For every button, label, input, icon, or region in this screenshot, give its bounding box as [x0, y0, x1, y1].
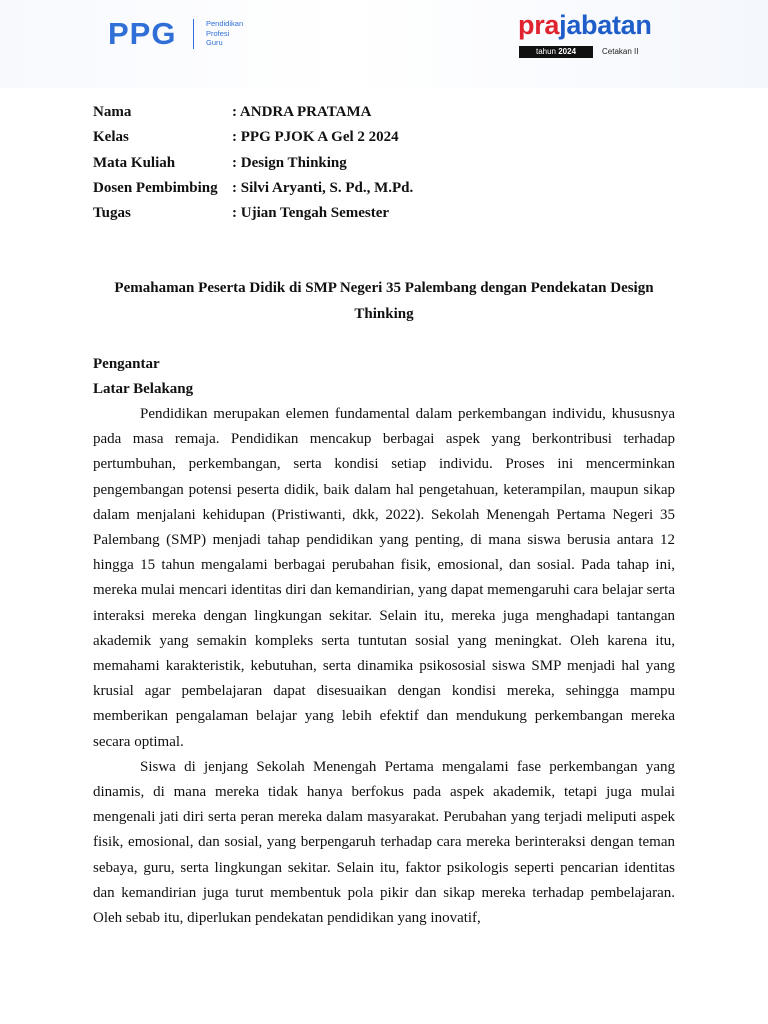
info-value: : Design Thinking: [232, 154, 347, 171]
header-banner: [0, 0, 768, 88]
ppg-logo: PPG: [108, 16, 177, 51]
info-value: : Silvi Aryanti, S. Pd., M.Pd.: [232, 179, 414, 196]
info-label: Tugas: [93, 205, 131, 222]
ppg-subtitle: [206, 19, 243, 48]
section-heading: Pengantar: [93, 356, 160, 372]
info-value: : ANDRA PRATAMA: [232, 104, 372, 120]
tahun-label: tahun: [535, 47, 556, 56]
info-label: Nama: [93, 104, 132, 120]
tahun-badge: [519, 46, 593, 58]
tahun-value: 2024: [558, 47, 577, 56]
cetakan-label: Cetakan II: [602, 47, 639, 56]
prajabatan-logo: [518, 8, 652, 42]
ppg-subtitle-line: Pendidikan: [206, 19, 244, 28]
brand-part-red: pra: [518, 10, 560, 40]
info-label: Kelas: [93, 129, 129, 146]
info-value: : PPG PJOK A Gel 2 2024: [232, 129, 399, 146]
subsection-heading: Latar Belakang: [93, 381, 194, 397]
body-text: [93, 402, 675, 931]
info-label: Mata Kuliah: [93, 154, 176, 171]
info-label: Dosen Pembimbing: [93, 179, 218, 196]
ppg-subtitle-line: Guru: [206, 38, 223, 47]
paragraph: Pendidikan merupakan elemen fundamental dalam perkembangan individu, khususnya pada masa remaja. Pendidikan mencakup berbagai aspek yang berkontribusi terhadap pertumbuhan, perkembangan, serta kondisi setiap individu. Proses ini mencerminkan pengembangan potensi peserta didik, baik dalam hal pengetahuan, keterampilan, maupun sikap dalam menjalani kehidupan (Pristiwanti, dkk, 2022). Sekolah Menengah Pertama Negeri 35 Palembang (SMP) menjadi tahap pendidikan yang penting, di mana siswa berusia antara 12 hingga 15 tahun mengalami berbagai perubahan fisik, emosional, dan sosial. Pada tahap ini, mereka mulai mencari identitas diri dan kemandirian, yang dapat memengaruhi cara belajar serta interaksi mereka dengan lingkungan sekitar. Selain itu, mereka juga menghadapi tantangan akademik yang semakin kompleks serta tuntutan sosial yang meningkat. Oleh karena itu, memahami karakteristik, kebutuhan, serta dinamika psikososial siswa SMP menjadi hal yang krusial agar pembelajaran dapat disesuaikan dengan kondisi mereka, sehingga mampu memberikan pengalaman belajar yang lebih efektif dan mendukung perkembangan mereka secara optimal.: [93, 406, 675, 750]
logo-divider: [193, 19, 194, 49]
ppg-subtitle-line: Profesi: [206, 28, 230, 38]
paragraph: Siswa di jenjang Sekolah Menengah Pertama mengalami fase perkembangan yang dinamis, di mana mereka tidak hanya berfokus pada aspek akademik, tetapi juga mulai mengenali jati diri serta peran mereka dalam masyarakat. Perubahan yang terjadi meliputi aspek fisik, emosional, dan sosial, yang berpengaruh terhadap cara mereka berinteraksi dengan teman sebaya, guru, serta lingkungan sekitar. Selain itu, faktor psikologis seperti pencarian identitas dan kemandirian juga turut membentuk pola pikir dan sikap mereka terhadap pembelajaran. Oleh sebab itu, diperlukan pendekatan pendidikan yang inovatif,: [93, 758, 675, 927]
document-title: Pemahaman Peserta Didik di SMP Negeri 35 Palembang dengan Pendekatan Design Thinking: [114, 280, 654, 322]
brand-part-blue: jabatan: [559, 10, 652, 40]
info-value: : Ujian Tengah Semester: [232, 205, 390, 222]
